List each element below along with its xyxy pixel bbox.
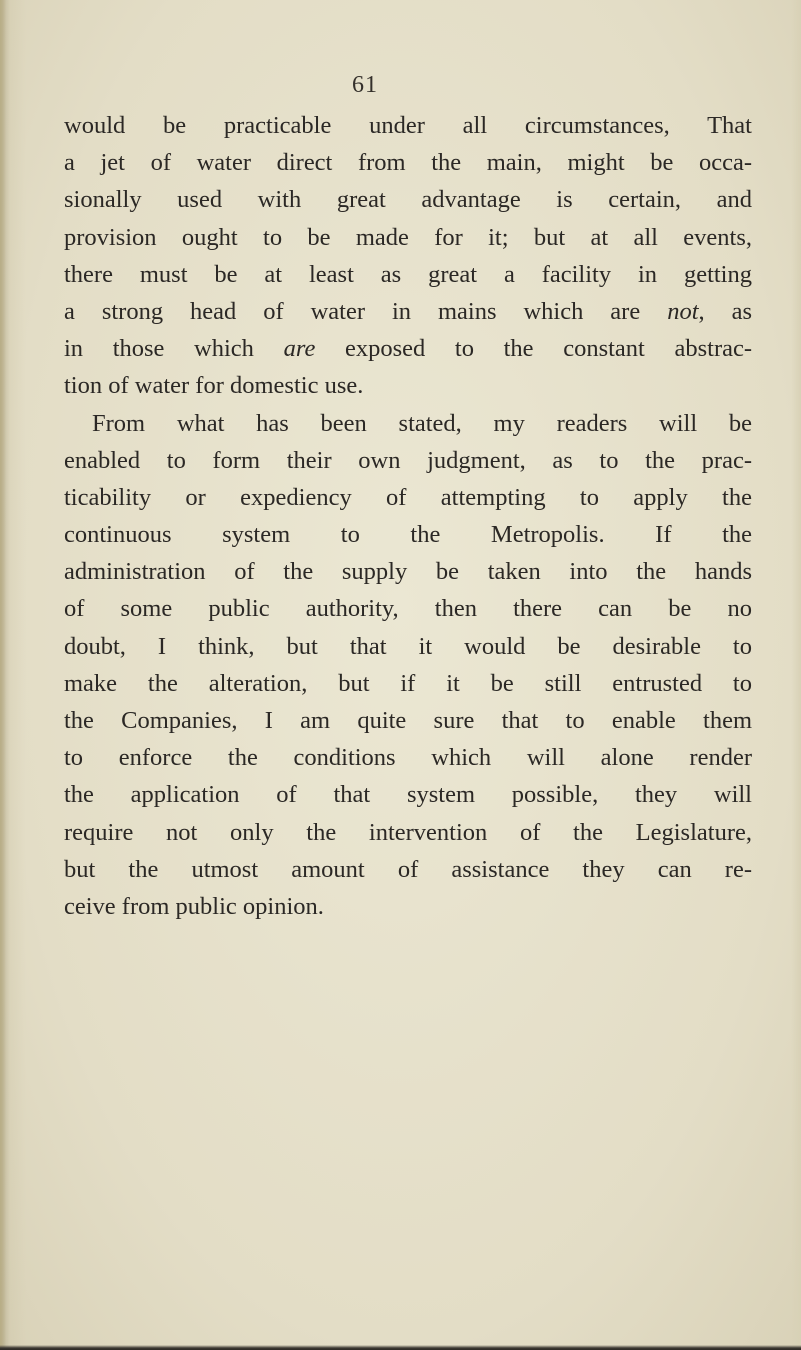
text-fragment: exposed to the constant abstrac- (345, 335, 753, 363)
text-fragment: a strong head of water in mains which are (64, 297, 641, 325)
text-fragment: , as (698, 297, 752, 325)
text-line (64, 330, 752, 367)
text-line: tion of water for domestic use. (64, 372, 364, 400)
text-line: provision ought to be made for it; but at all events, (64, 223, 752, 251)
gutter-shadow (0, 0, 6, 1350)
text-line: the Companies, I am quite sure that to enable them (64, 707, 752, 734)
text-line: ceive from public opinion. (64, 892, 324, 920)
italic-word: not (667, 297, 699, 325)
text-line: require not only the intervention of the Legislature, (64, 818, 752, 846)
paragraph-start-line: From what has been stated, my readers will be (92, 409, 752, 437)
body-text (64, 107, 752, 925)
text-line: to enforce the conditions which will alone render (64, 744, 752, 772)
text-line: but the utmost amount of assistance they can re- (64, 855, 752, 883)
text-line: a jet of water direct from the main, might be occa- (64, 149, 752, 177)
text-line: the application of that system possible, they will (64, 781, 752, 809)
page-edge (791, 0, 801, 1350)
text-line: of some public authority, then there can be no (64, 595, 752, 623)
italic-word: are (283, 335, 316, 363)
text-line: make the alteration, but if it be still entrusted to (64, 669, 752, 697)
text-line: there must be at least as great a facility in getting (64, 260, 752, 288)
text-line: enabled to form their own judgment, as to the prac- (64, 446, 752, 474)
text-line: would be practicable under all circumstances, That (64, 112, 752, 139)
text-line: continuous system to the Metropolis. If the (64, 521, 752, 549)
text-line: administration of the supply be taken into the hands (64, 558, 752, 586)
text-fragment: in those which (64, 335, 254, 363)
bottom-edge-rule (0, 1345, 801, 1350)
text-line (64, 293, 752, 330)
text-line: sionally used with great advantage is certain, and (64, 186, 752, 214)
page-number: 61 (352, 72, 378, 98)
text-line: ticability or expediency of attempting to apply the (64, 483, 752, 511)
text-line: doubt, I think, but that it would be desirable to (64, 632, 752, 660)
